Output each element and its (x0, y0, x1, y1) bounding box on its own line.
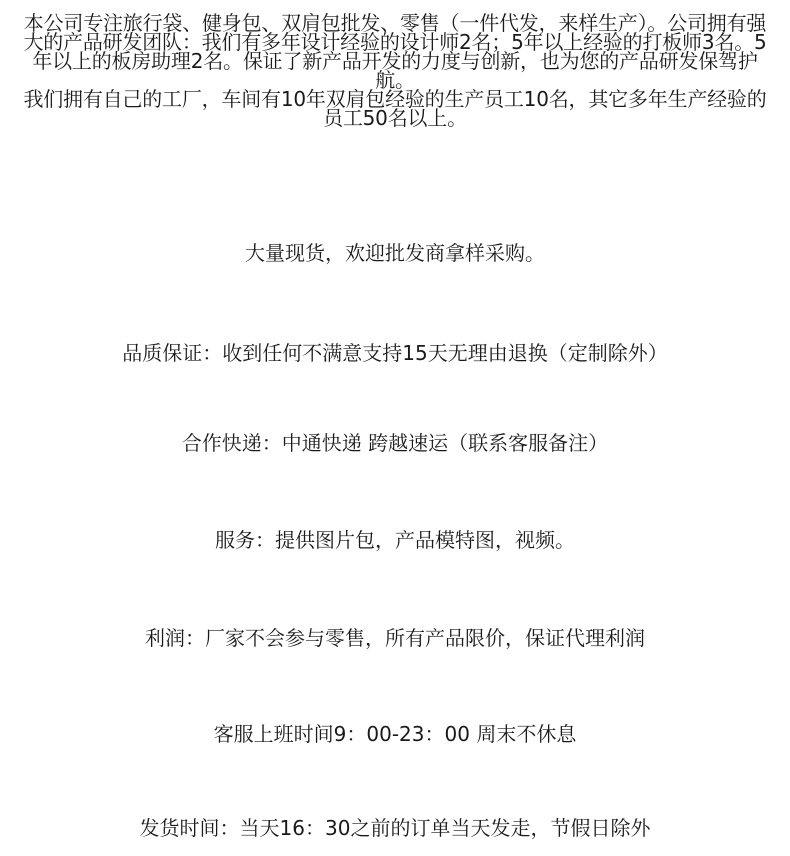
profit-line: 利润：厂家不会参与零售，所有产品限价，保证代理利润 (145, 626, 645, 650)
quality-guarantee-line: 品质保证：收到任何不满意支持15天无理由退换（定制除外） (122, 341, 668, 365)
service-hours-line: 客服上班时间9：00-23：00 周末不休息 (213, 722, 577, 746)
intro-paragraph-factory: 我们拥有自己的工厂，车间有10年双肩包经验的生产员工10名，其它多年生产经验的员工50名以上。 (23, 87, 767, 130)
intro-paragraph-company: 本公司专注旅行袋、健身包、双肩包批发、零售（一件代发，来样生产）。公司拥有强大的产品研发团队：我们有多年设计经验的设计师2名；5年以上经验的打板师3名。5年以上的板房助理2名。保证了新产品开发的力度与创新，也为您的产品研发保驾护航。 (23, 11, 767, 92)
stock-line: 大量现货，欢迎批发商拿样采购。 (245, 241, 545, 265)
service-line: 服务：提供图片包，产品模特图，视频。 (215, 528, 575, 552)
company-intro (22, 11, 768, 130)
courier-line: 合作快递：中通快递 跨越速运（联系客服备注） (181, 431, 609, 455)
shipping-time-line: 发货时间：当天16：30之前的订单当天发走，节假日除外 (139, 816, 651, 840)
